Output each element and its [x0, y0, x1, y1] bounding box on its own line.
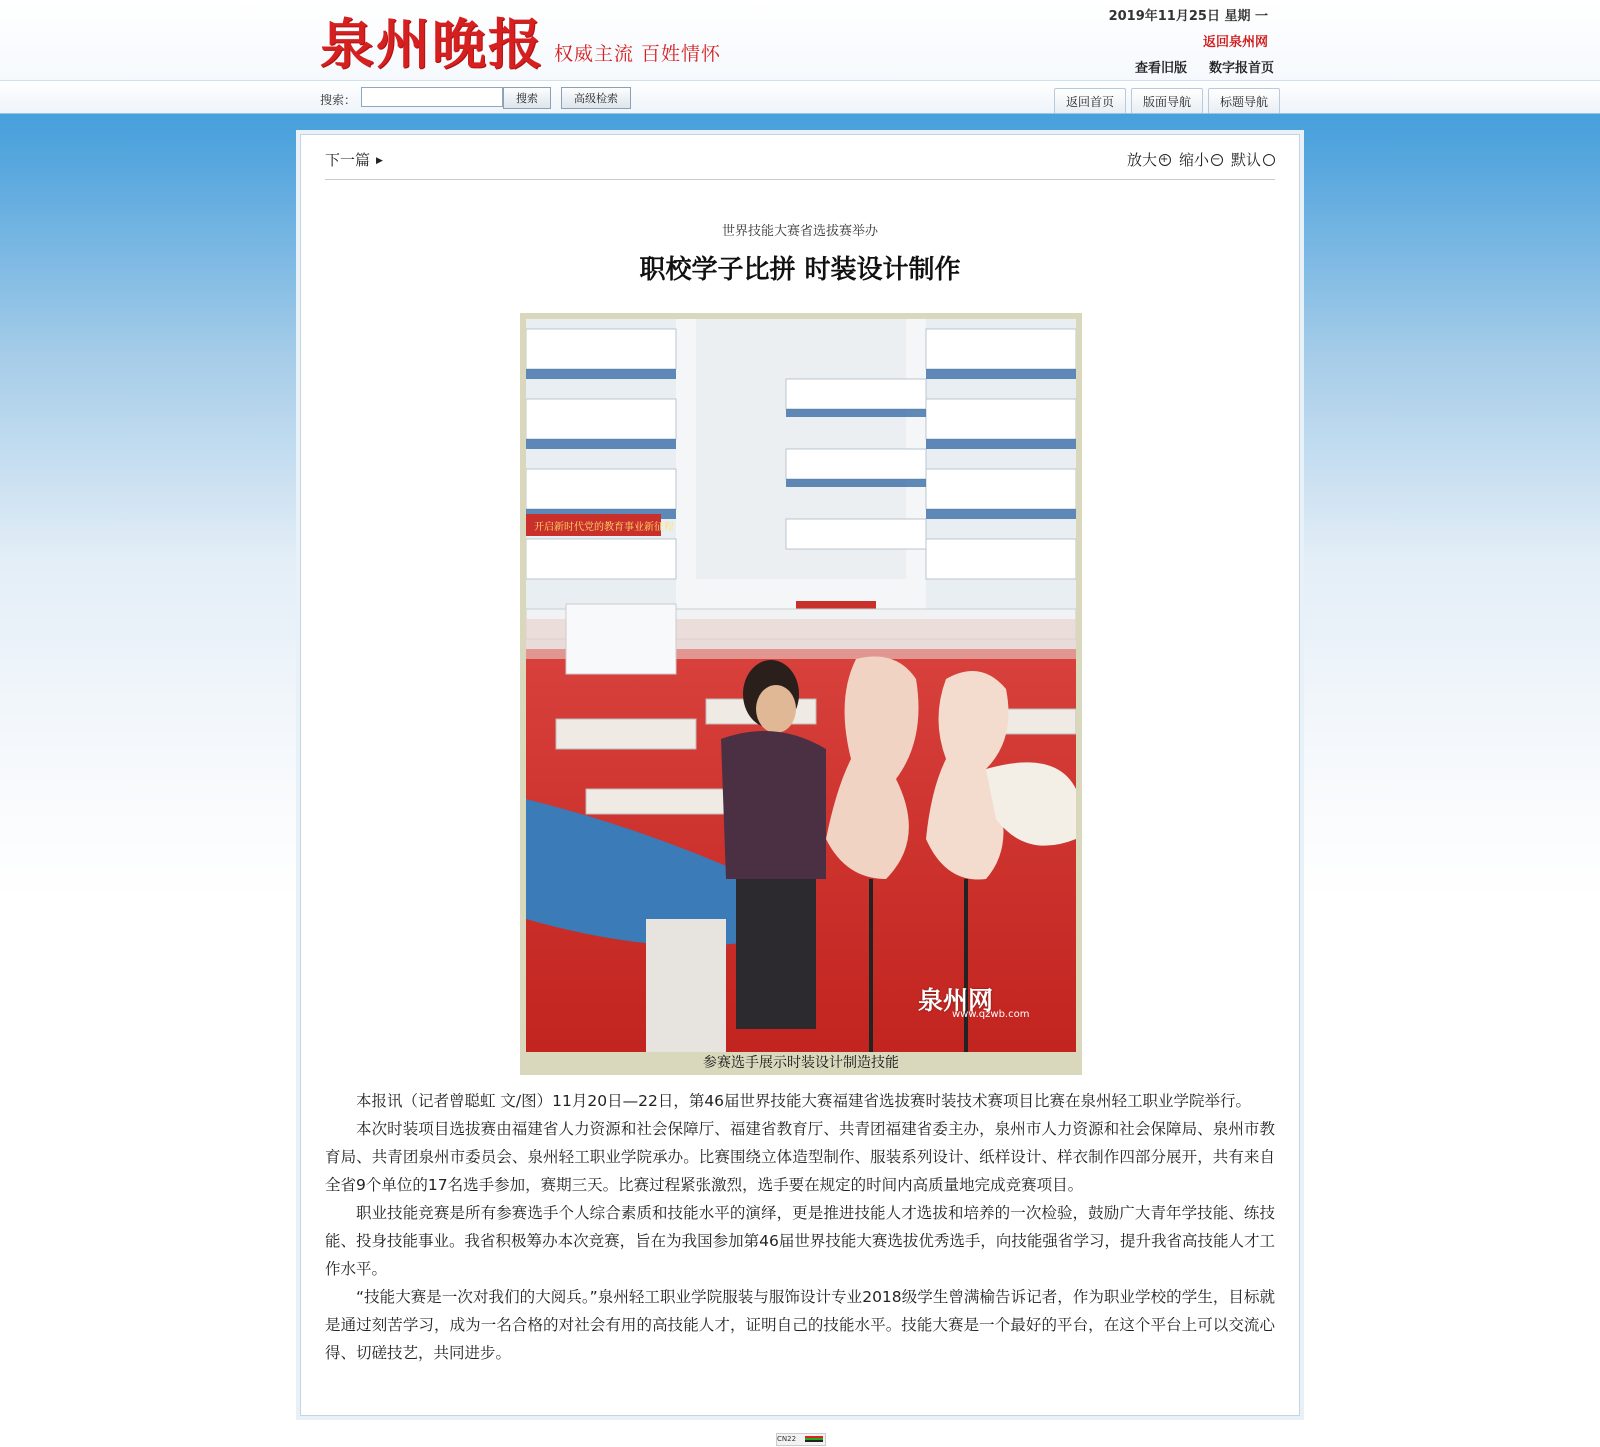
photo-banner-text: 开启新时代党的教育事业新征程 — [534, 522, 674, 533]
next-article-link[interactable] — [325, 149, 383, 170]
return-site-link[interactable]: 返回泉州网 — [1202, 35, 1268, 50]
advanced-search-button[interactable]: 高级检索 — [561, 87, 631, 109]
next-article-label: 下一篇 — [325, 151, 371, 169]
article-paragraph: “技能大赛是一次对我们的大阅兵。”泉州轻工职业学院服装与服饰设计专业2018级学生曾满榆告诉记者，作为职业学校的学生，目标就是通过刻苦学习，成为一名合格的对社会有用的高技能人才，证明自己的技能水平。技能大赛是一个最好的平台，在这个平台上可以交流心得、切磋技艺，共同进步。 — [325, 1288, 1275, 1362]
search-input[interactable] — [361, 87, 503, 107]
article-container — [300, 134, 1300, 1416]
flag-icon — [805, 1436, 823, 1442]
nav-tabs — [1054, 88, 1280, 113]
zoom-default-button[interactable] — [1231, 149, 1275, 170]
zoom-controls — [1127, 149, 1275, 170]
article-paragraph: 职业技能竞赛是所有参赛选手个人综合素质和技能水平的演绎，更是推进技能人才选拔和培养的一次检验，鼓励广大青年学技能、练技能、投身技能事业。我省积极筹办本次竞赛，旨在为我国参加第46届世界技能大赛选拔优秀选手，向技能强省学习，提升我省高技能人才工作水平。 — [325, 1204, 1275, 1278]
tab-page-nav[interactable]: 版面导航 — [1131, 88, 1203, 113]
old-version-link[interactable]: 查看旧版 — [1134, 61, 1187, 76]
plus-circle-icon: + — [1159, 154, 1171, 166]
article-subtitle: 世界技能大赛省选拔赛举办 — [721, 224, 878, 239]
zoom-default-label: 默认 — [1230, 151, 1261, 169]
minus-circle-icon: − — [1211, 154, 1223, 166]
tab-home[interactable]: 返回首页 — [1054, 88, 1126, 113]
photo-watermark-url: www.qzwb.com — [952, 1009, 1030, 1020]
current-date: 2019年11月25日 星期 一 — [1108, 9, 1268, 24]
zoom-out-button[interactable] — [1179, 149, 1223, 170]
logo-slogan: 权威主流 百姓情怀 — [554, 43, 722, 65]
photo-watermark: 泉州网 — [918, 986, 994, 1015]
site-header — [0, 0, 1600, 81]
article-paragraph: 本报讯（记者曾聪虹 文/图）11月20日—22日，第46届世界技能大赛福建省选拔赛时装技术赛项目比赛在泉州轻工职业学院举行。 — [356, 1092, 1252, 1110]
article-paragraph: 本次时装项目选拔赛由福建省人力资源和社会保障厅、福建省教育厅、共青团福建省委主办，泉州市人力资源和社会保障局、泉州市教育局、共青团泉州市委员会、泉州轻工职业学院承办。比赛围绕立体造型制作、服装系列设计、纸样设计、样衣制作四部分展开，共有来自全省9个单位的17名选手参加，赛期三天。比赛过程紧张激烈，选手要在规定的时间内高质量地完成竞赛项目。 — [325, 1120, 1275, 1194]
article-title: 职校学子比拼 时装设计制作 — [639, 255, 961, 285]
article-photo-frame — [520, 313, 1082, 1075]
logo-title: 泉州晚报 — [320, 12, 544, 76]
zoom-in-button[interactable] — [1127, 149, 1171, 170]
circle-icon — [1263, 154, 1275, 166]
footer-badge-label: CN22 — [777, 1435, 797, 1443]
search-bar — [0, 81, 1600, 114]
photo-illustration — [526, 319, 1076, 1052]
zoom-in-label: 放大 — [1126, 151, 1157, 169]
search-label: 搜索： — [320, 93, 357, 107]
article-body — [325, 1087, 1275, 1367]
article-toolbar — [325, 149, 1275, 180]
zoom-out-label: 缩小 — [1178, 151, 1209, 169]
digital-home-link[interactable]: 数字报首页 — [1208, 61, 1274, 76]
header-links — [1135, 57, 1274, 76]
site-logo[interactable] — [320, 8, 721, 74]
footer-badge[interactable] — [776, 1433, 826, 1446]
triangle-right-icon: ▶ — [376, 156, 383, 166]
article-photo[interactable] — [526, 319, 1076, 1052]
photo-caption: 参赛选手展示时装设计制造技能 — [703, 1055, 899, 1071]
search-button[interactable]: 搜索 — [503, 87, 551, 109]
tab-title-nav[interactable]: 标题导航 — [1208, 88, 1280, 113]
